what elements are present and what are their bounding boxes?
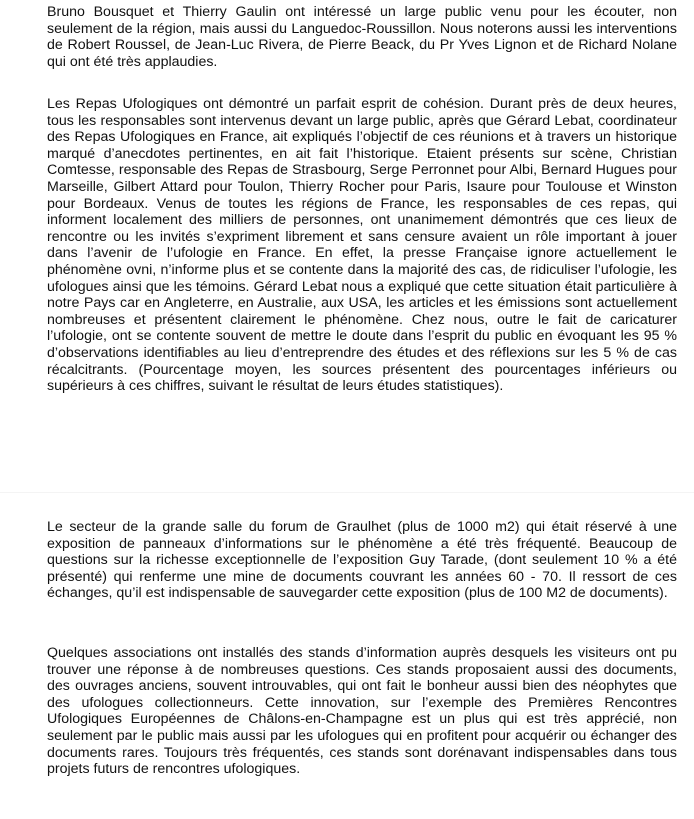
paragraph-exhibition: Le secteur de la grande salle du forum de Graulhet (plus de 1000 m2) qui était réservé à une exposition de panneaux d’informations sur le phénomène a été très fréquenté. Beaucoup de questions sur la richesse exceptionnelle de l’exposition Guy Tarade, (dont seulement 10 % a été présenté) qui renferme une mine de documents couvrant les années 60 - 70. Il ressort de ces échanges, qu’il est indispensable de sauvegarder cette exposition (plus de 100 M2 de documents).: [47, 519, 677, 602]
paragraph-stands: Quelques associations ont installés des stands d’information auprès desquels les visiteurs ont pu trouver une réponse à de nombreuses questions. Ces stands proposaient aussi des documents, des ouvrages anciens, souvent introuvables, qui ont fait le bonheur aussi bien des néophytes que des ufologues collectionneurs. Cette innovation, sur l’exemple des Premières Rencontres Ufologiques Européennes de Châlons-en-Champagne est un plus qui est très apprécié, non seulement par le public mais aussi par les ufologues qui en profitent pour acquérir ou échanger des documents rares. Toujours très fréquentés, ces stands sont dorénavant indispensables dans tous projets futurs de rencontres ufologiques.: [47, 645, 677, 778]
page-divider: [0, 492, 694, 493]
paragraph-speakers: Bruno Bousquet et Thierry Gaulin ont intéressé un large public venu pour les écouter, non seulement de la région, mais aussi du Languedoc-Roussillon. Nous noterons aussi les interventions de Robert Roussel, de Jean-Luc Rivera, de Pierre Beack, du Pr Yves Lignon et de Richard Nolane qui ont été très applaudies.: [47, 4, 677, 70]
paragraph-repas-ufologiques: Les Repas Ufologiques ont démontré un parfait esprit de cohésion. Durant près de deux heures, tous les responsables sont intervenus devant un large public, après que Gérard Lebat, coordinateur des Repas Ufologiques en France, ait expliqués l’objectif de ces réunions et à travers un historique marqué d’anecdotes pertinentes, en ait fait l’historique. Etaient présents sur scène, Christian Comtesse, responsable des Repas de Strasbourg, Serge Perronnet pour Albi, Bernard Hugues pour Marseille, Gilbert Attard pour Toulon, Thierry Rocher pour Paris, Isaure pour Toulouse et Winston pour Bordeaux. Venus de toutes les régions de France, les responsables de ces repas, qui informent localement des milliers de personnes, ont unanimement démontrés que ces lieux de rencontre ou les invités s’expriment librement et sans censure avaient un rôle important à jouer dans l’avenir de l’ufologie en France. En effet, la presse Française ignore actuellement le phénomène ovni, n’informe plus et se contente dans la majorité des cas, de ridiculiser l’ufologie, les ufologues ainsi que les témoins. Gérard Lebat nous a expliqué que cette situation était particulière à notre Pays car en Angleterre, en Australie, aux USA, les articles et les émissions sont actuellement nombreuses et présentent clairement le phénomène. Chez nous, outre le fait de caricaturer l’ufologie, ont se contente souvent de mettre le doute dans l’esprit du public en évoquant les 95 % d’observations identifiables au lieu d’entreprendre des études et des réflexions sur les 5 % de cas récalcitrants. (Pourcentage moyen, les sources présentent des pourcentages inférieurs ou supérieurs à ces chiffres, suivant le résultat de leurs études statistiques).: [47, 96, 677, 395]
